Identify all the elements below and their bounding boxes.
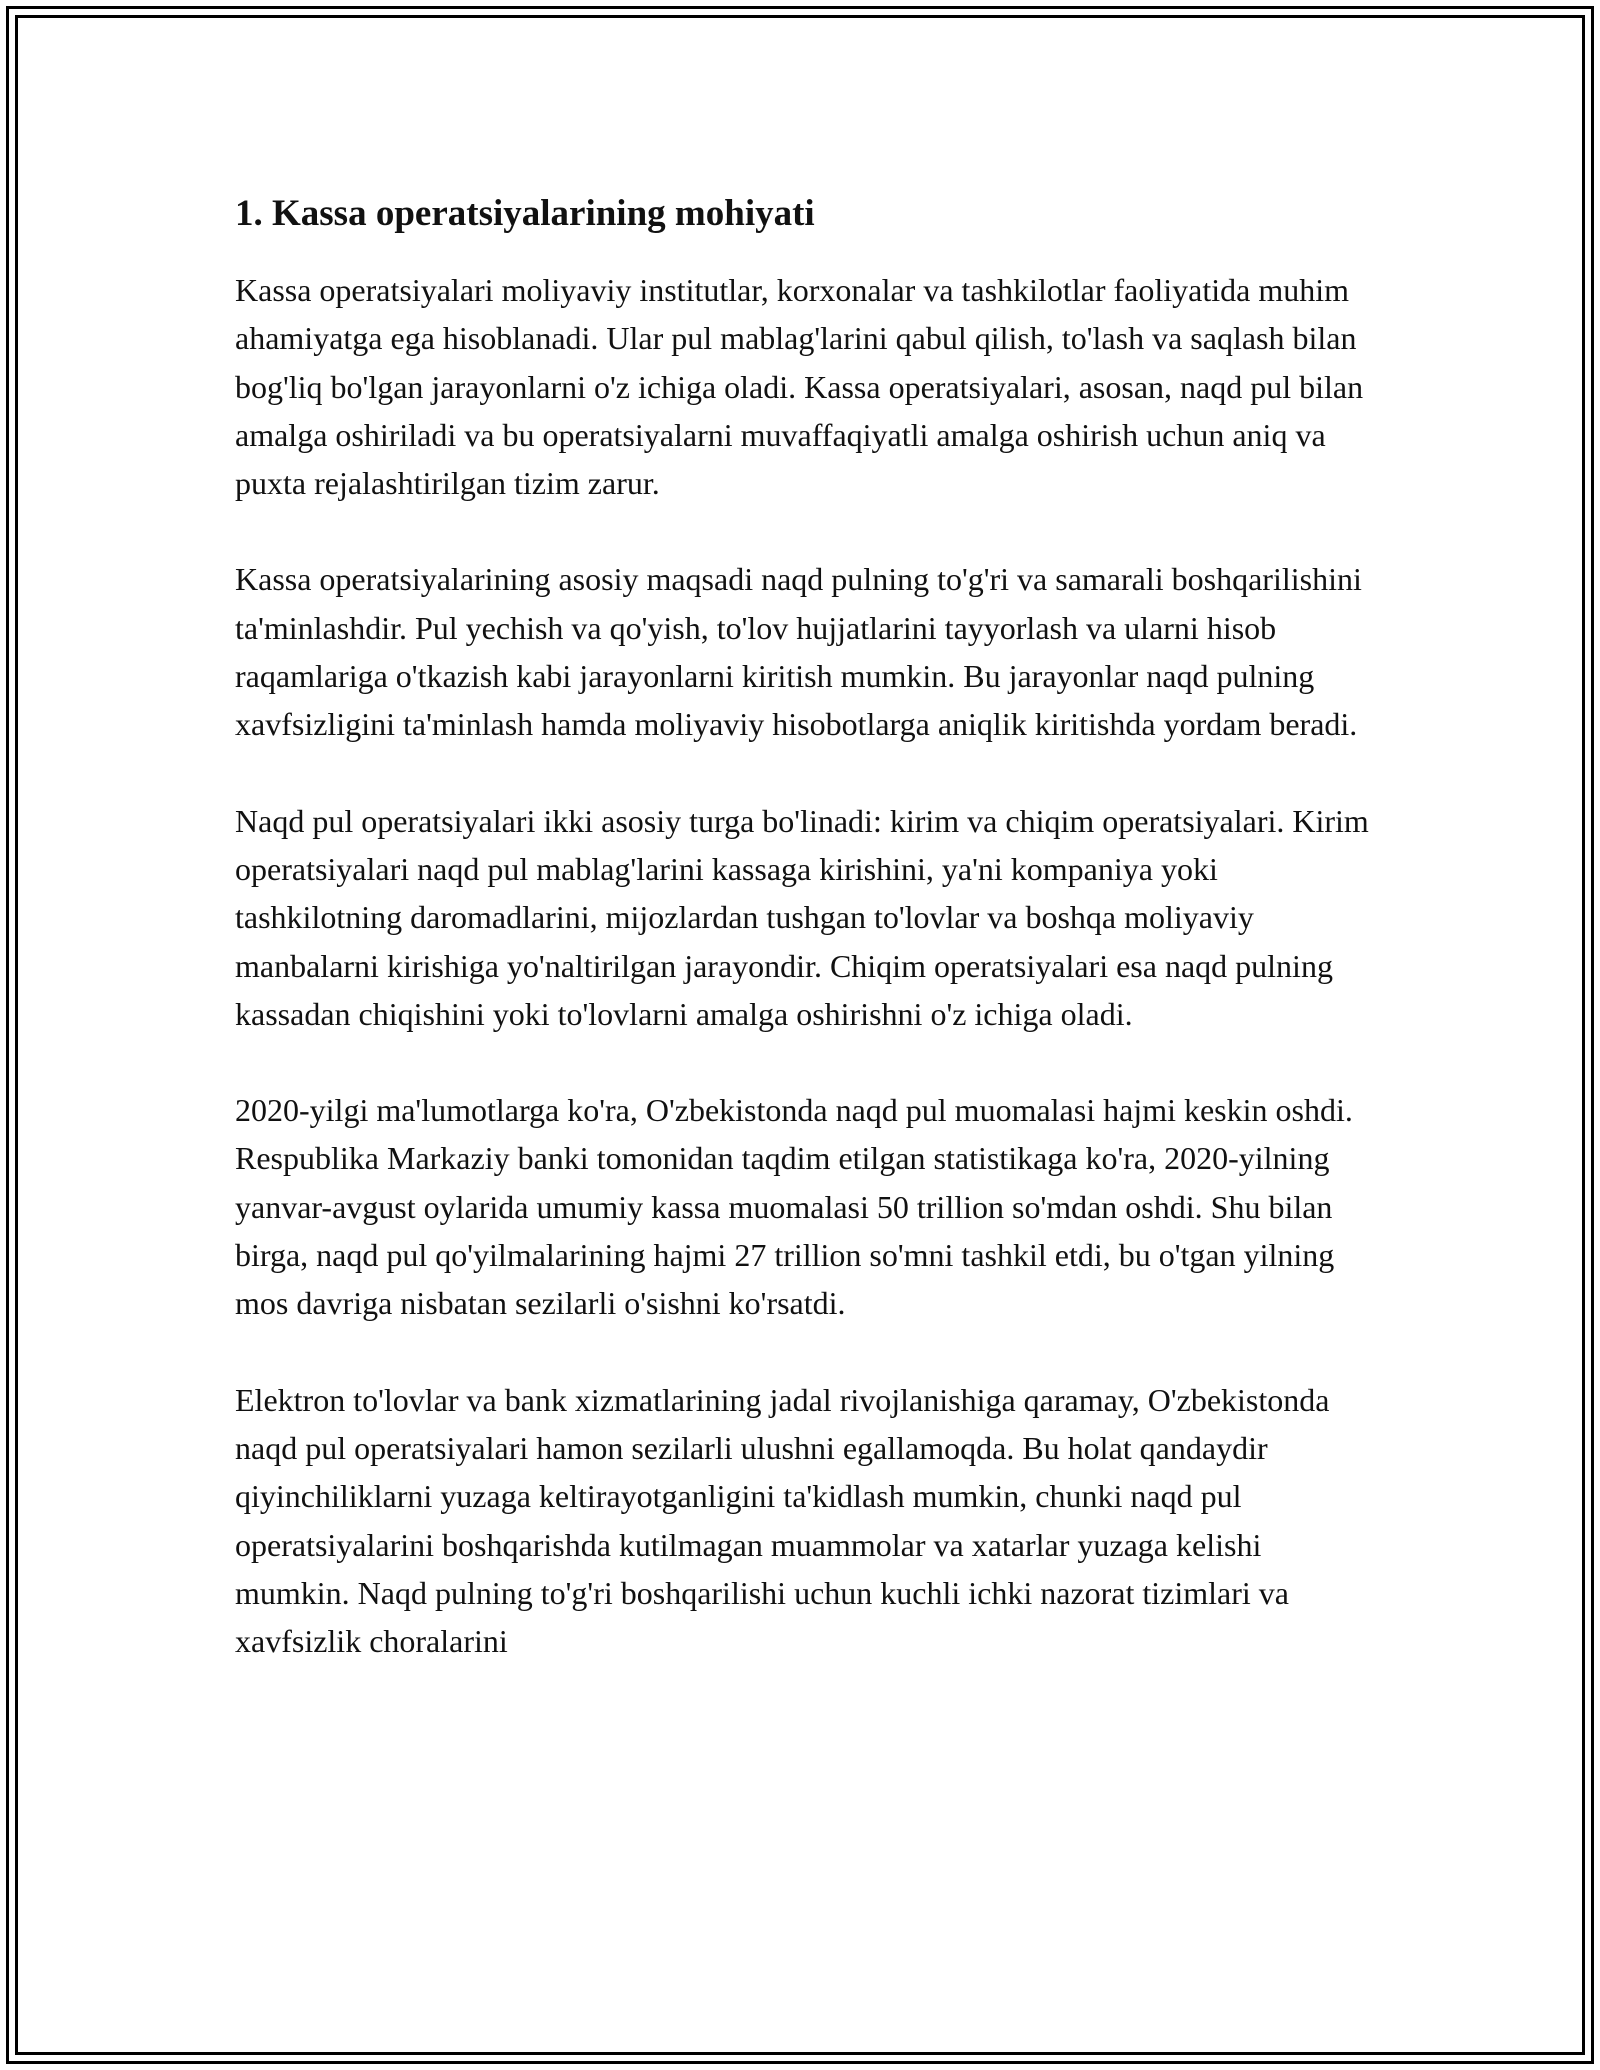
paragraph-5: Elektron to'lovlar va bank xizmatlarining jadal rivojlanishiga qaramay, O'zbekistonda naqd pul operatsiyalari hamon sezilarli ulushni egallamoqda. Bu holat qandaydir qiyinchiliklarni yuzaga keltirayotganligini ta'kidlash mumkin, chunki naqd pul operatsiyalarini boshqarishda kutilmagan muammolar va xatarlar yuzaga kelishi mumkin. Naqd pulning to'g'ri boshqarilishi uchun kuchli ichki nazorat tizimlari va xavfsizlik choralarini bbox=[235, 1381, 1330, 1660]
paragraph-3: Naqd pul operatsiyalari ikki asosiy turga bo'linadi: kirim va chiqim operatsiyalari. Kirim operatsiyalari naqd pul mablag'larini kassaga kirishini, ya'ni kompaniya yoki tashkilotning daromadlarini, mijozlardan tushgan to'lovlar va boshqa moliyaviy manbalarni kirishiga yo'naltirilgan jarayondir. Chiqim operatsiyalari esa naqd pulning kassadan chiqishini yoki to'lovlarni amalga oshirishni o'z ichiga oladi. bbox=[235, 802, 1369, 1032]
paragraph-2: Kassa operatsiyalarining asosiy maqsadi naqd pulning to'g'ri va samarali boshqarilishini ta'minlashdir. Pul yechish va qo'yish, to'lov hujjatlarini tayyorlash va ularni hisob raqamlariga o'tkazish kabi jarayonlarni kiritish mumkin. Bu jarayonlar naqd pulning xavfsizligini ta'minlash hamda moliyaviy hisobotlarga aniqlik kiritishda yordam beradi. bbox=[235, 561, 1362, 743]
section-heading: 1. Kassa operatsiyalarining mohiyati bbox=[235, 193, 815, 234]
paragraph-1: Kassa operatsiyalari moliyaviy institutlar, korxonalar va tashkilotlar faoliyatida muhim ahamiyatga ega hisoblanadi. Ular pul mablag'larini qabul qilish, to'lash va saqlash bilan bog'liq bo'lgan jarayonlarni o'z ichiga oladi. Kassa operatsiyalari, asosan, naqd pul bilan amalga oshiriladi va bu operatsiyalarni muvaffaqiyatli amalga oshirish uchun aniq va puxta rejalashtirilgan tizim zarur. bbox=[235, 272, 1364, 502]
paragraph-4: 2020-yilgi ma'lumotlarga ko'ra, O'zbekistonda naqd pul muomalasi hajmi keskin oshdi. Respublika Markaziy banki tomonidan taqdim etilgan statistikaga ko'ra, 2020-yilning yanvar-avgust oylarida umumiy kassa muomalasi 50 trillion so'mdan oshdi. Shu bilan birga, naqd pul qo'yilmalarining hajmi 27 trillion so'mni tashkil etdi, bu o'tgan yilning mos davriga nisbatan sezilarli o'sishni ko'rsatdi. bbox=[235, 1092, 1353, 1322]
document-body bbox=[235, 188, 1375, 1665]
